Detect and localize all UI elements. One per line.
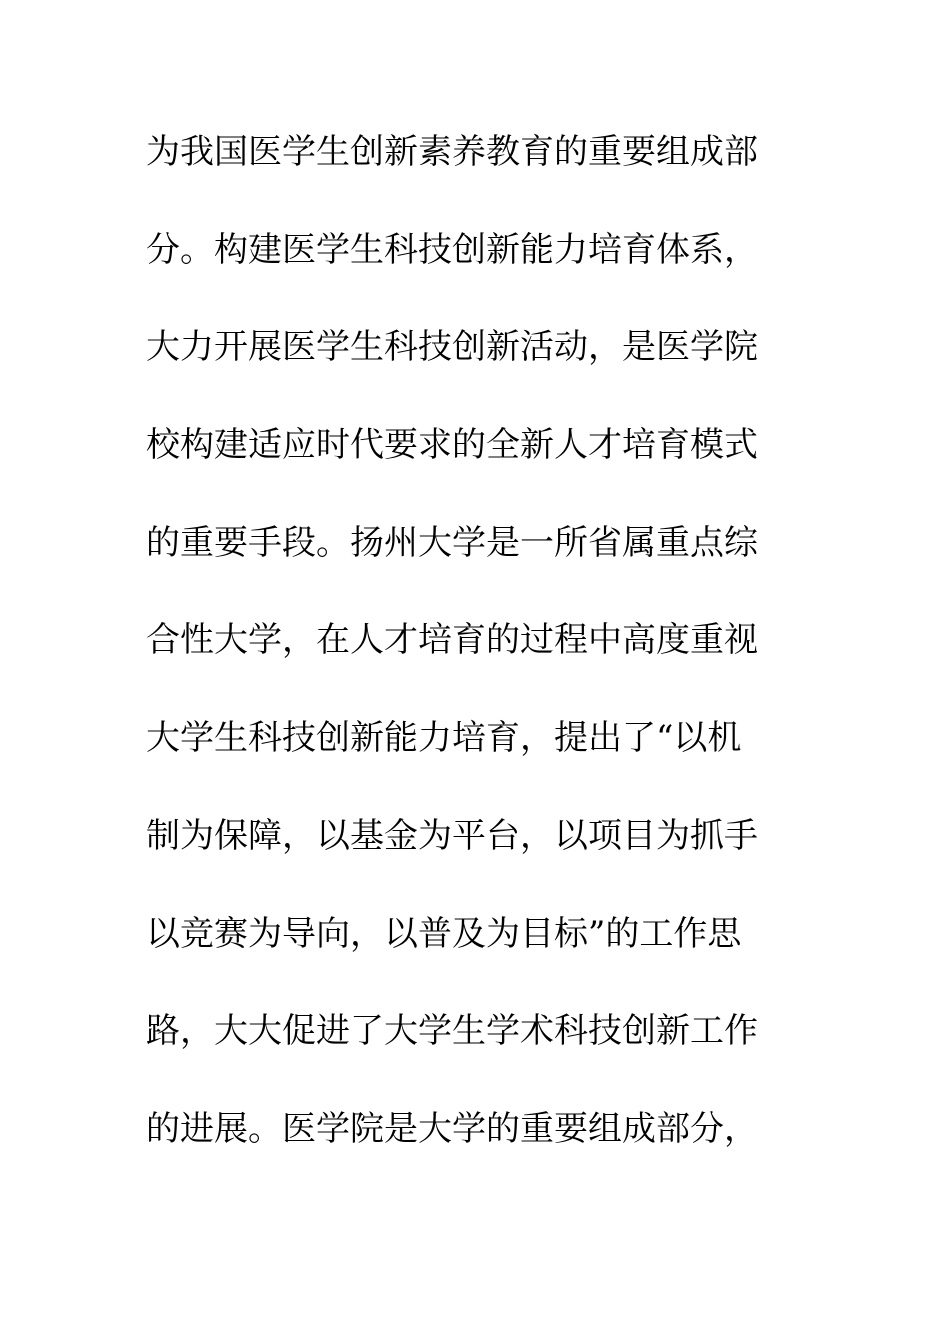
text-line: 校构建适应时代要求的全新人才培育模式 — [146, 425, 758, 466]
text-line: 以竞赛为导向，以普及为目标”的工作思 — [146, 913, 742, 954]
text-line: 路，大大促进了大学生学术科技创新工作 — [146, 1011, 758, 1052]
text-line: 分。构建医学生科技创新能力培育体系， — [146, 229, 758, 270]
text-line: 合性大学，在人才培育的过程中高度重视 — [146, 620, 758, 661]
text-line: 为我国医学生创新素养教育的重要组成部 — [146, 132, 758, 172]
text-line: 的重要手段。扬州大学是一所省属重点综 — [146, 522, 758, 563]
text-line: 大学生科技创新能力培育，提出了“以机 — [146, 718, 742, 759]
body-text — [146, 122, 816, 1197]
text-line: 的进展。医学院是大学的重要组成部分， — [146, 1108, 758, 1149]
text-line: 大力开展医学生科技创新活动，是医学院 — [146, 327, 758, 368]
text-line: 制为保障，以基金为平台，以项目为抓手 — [146, 815, 758, 856]
